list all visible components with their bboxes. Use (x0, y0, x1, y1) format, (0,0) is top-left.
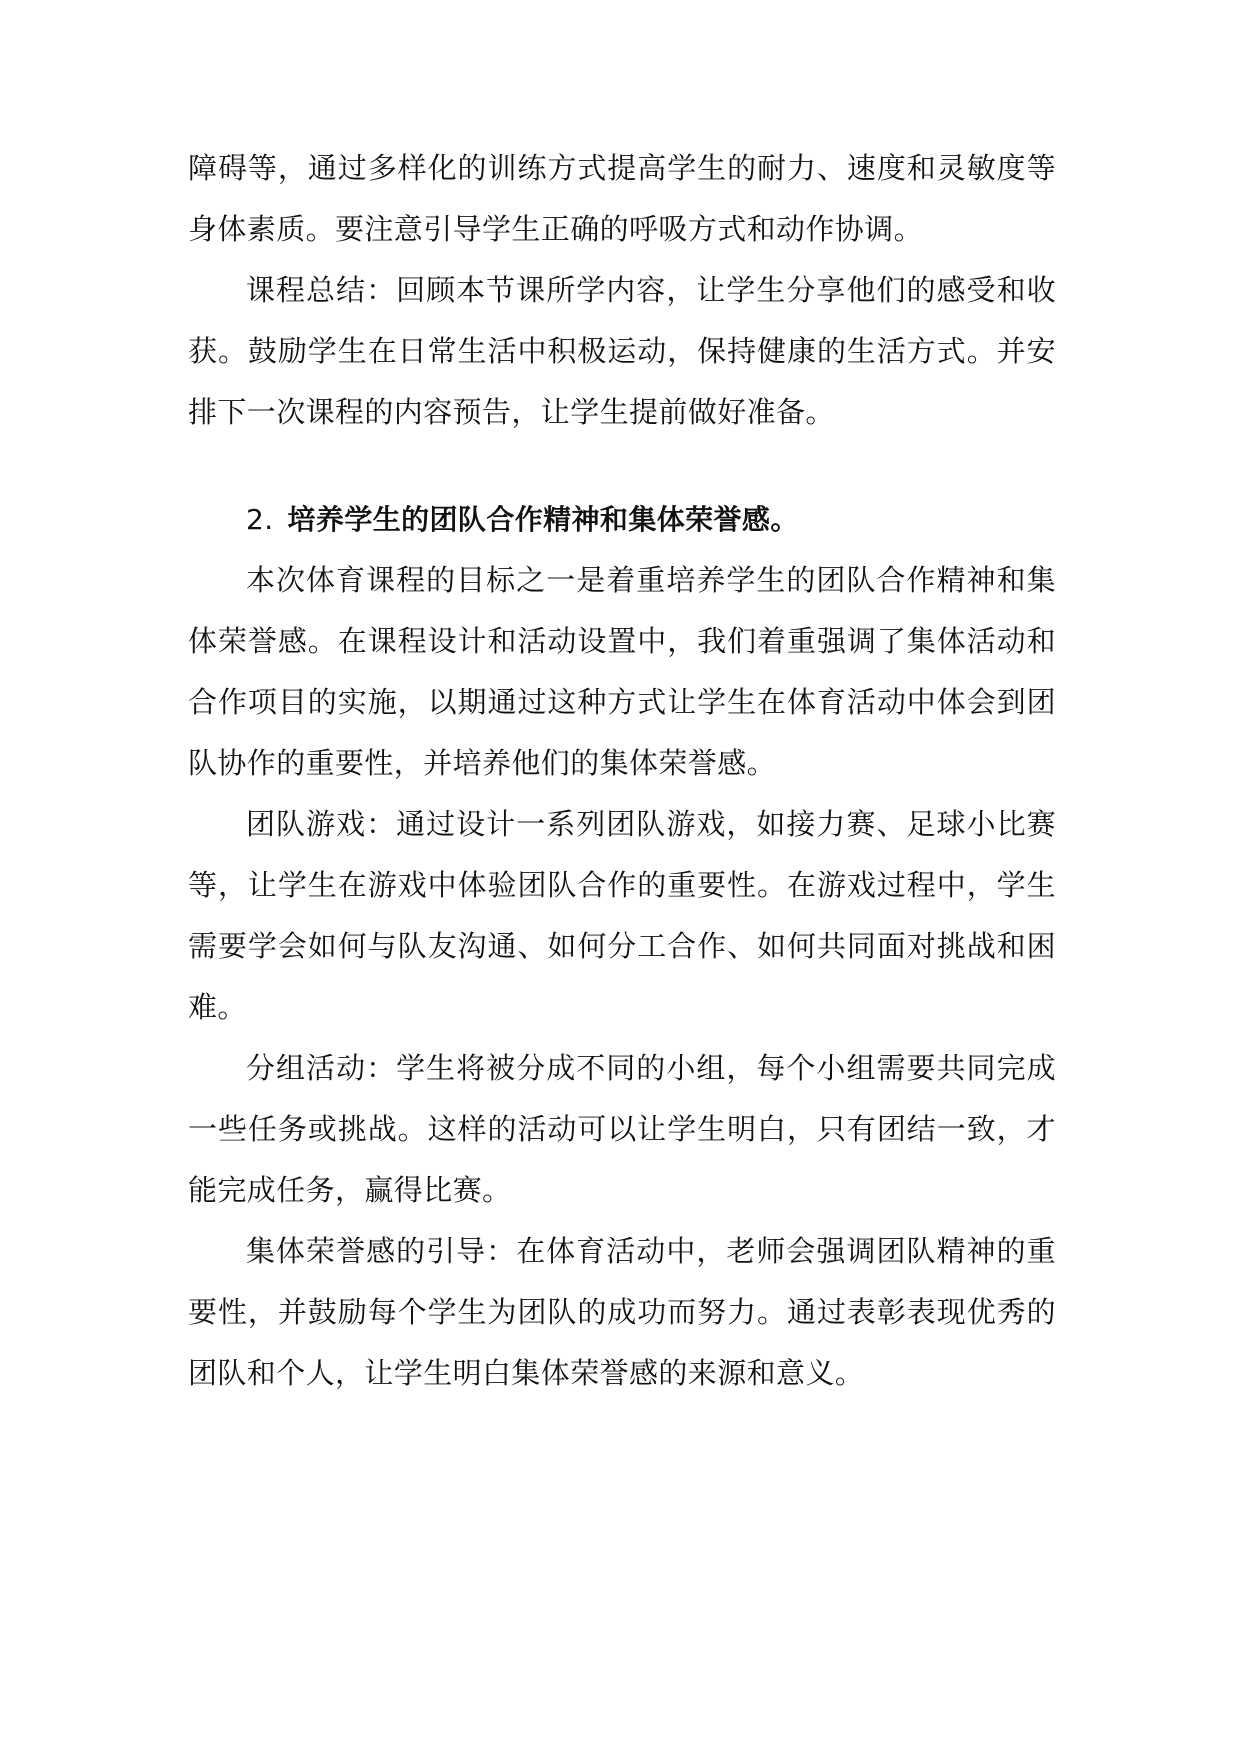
body-paragraph-group-activities: 分组活动：学生将被分成不同的小组，每个小组需要共同完成一些任务或挑战。这样的活动可以让学生明白，只有团结一致，才能完成任务，赢得比赛。 (188, 1051, 1056, 1207)
document-page (188, 138, 1056, 1404)
body-paragraph-continuation: 障碍等，通过多样化的训练方式提高学生的耐力、速度和灵敏度等身体素质。要注意引导学生正确的呼吸方式和动作协调。 (188, 151, 1056, 246)
body-paragraph-goal: 本次体育课程的目标之一是着重培养学生的团队合作精神和集体荣誉感。在课程设计和活动设置中，我们着重强调了集体活动和合作项目的实施，以期通过这种方式让学生在体育活动中体会到团队协作的重要性，并培养他们的集体荣誉感。 (188, 563, 1056, 780)
section-heading (188, 489, 1056, 550)
body-paragraph-collective-honor: 集体荣誉感的引导：在体育活动中，老师会强调团队精神的重要性，并鼓励每个学生为团队的成功而努力。通过表彰表现优秀的团队和个人，让学生明白集体荣誉感的来源和意义。 (188, 1234, 1056, 1390)
section-number: 2. (246, 503, 274, 536)
section-title: 培养学生的团队合作精神和集体荣誉感。 (287, 503, 799, 536)
body-paragraph-team-games: 团队游戏：通过设计一系列团队游戏，如接力赛、足球小比赛等，让学生在游戏中体验团队合作的重要性。在游戏过程中，学生需要学会如何与队友沟通、如何分工合作、如何共同面对挑战和困难。 (188, 807, 1056, 1024)
body-paragraph-course-summary: 课程总结：回顾本节课所学内容，让学生分享他们的感受和收获。鼓励学生在日常生活中积极运动，保持健康的生活方式。并安排下一次课程的内容预告，让学生提前做好准备。 (188, 273, 1056, 429)
